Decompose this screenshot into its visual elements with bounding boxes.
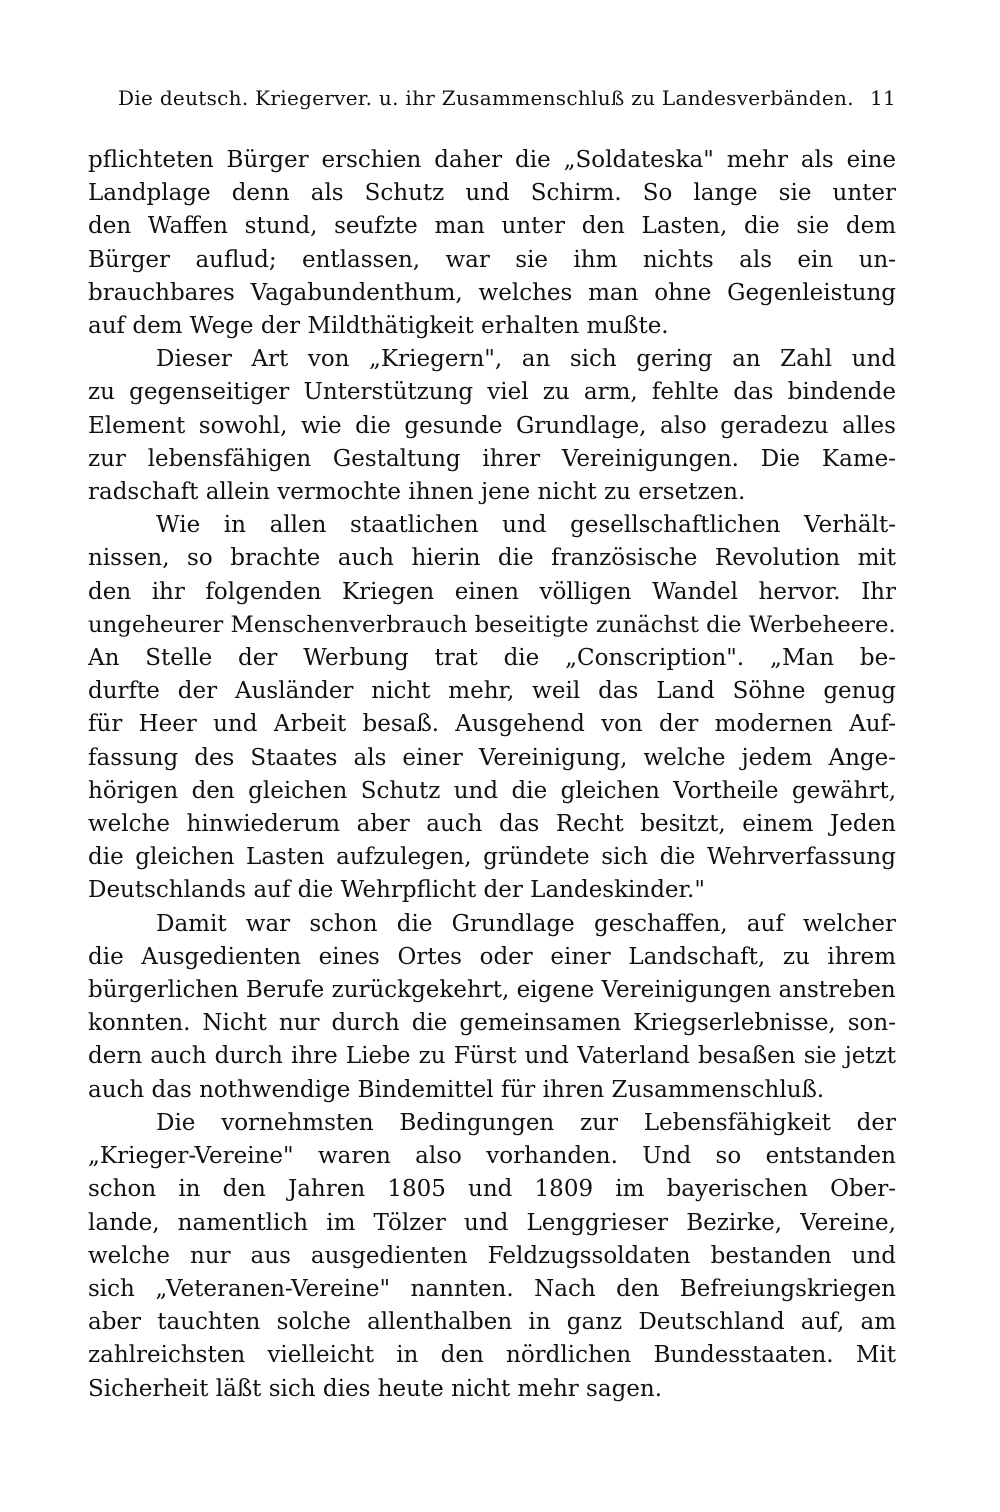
text-line: „Krieger-Vereine" waren also vorhanden. Und so entstanden xyxy=(88,1143,896,1170)
body-text xyxy=(88,144,896,1406)
book-page xyxy=(88,82,896,1406)
text-line: konnten. Nicht nur durch die gemeinsamen Kriegserlebnisse, son- xyxy=(88,1010,896,1037)
text-line: die gleichen Lasten aufzulegen, gründete sich die Wehrverfassung xyxy=(88,844,896,871)
text-line: zu gegenseitiger Unterstützung viel zu arm, fehlte das bindende xyxy=(88,379,896,406)
text-line: Dieser Art von „Kriegern", an sich gering an Zahl und xyxy=(156,346,896,373)
text-line: den ihr folgenden Kriegen einen völligen Wandel hervor. Ihr xyxy=(88,578,896,605)
paragraph xyxy=(88,144,896,343)
text-line: sich „Veteranen-Vereine" nannten. Nach den Befreiungskriegen xyxy=(88,1275,896,1302)
text-line: hörigen den gleichen Schutz und die gleichen Vortheile gewährt, xyxy=(88,777,896,804)
text-line: auf dem Wege der Mildthätigkeit erhalten mußte. xyxy=(88,313,669,340)
text-line: Die vornehmsten Bedingungen zur Lebensfähigkeit der xyxy=(156,1109,896,1136)
paragraph xyxy=(88,1107,896,1406)
text-line: ungeheurer Menschenverbrauch beseitigte zunächst die Werbeheere. xyxy=(88,611,896,638)
text-line: auch das nothwendige Bindemittel für ihren Zusammenschluß. xyxy=(88,1076,825,1103)
text-line: An Stelle der Werbung trat die „Conscription". „Man be- xyxy=(88,645,896,672)
text-line: für Heer und Arbeit besaß. Ausgehend von der modernen Auf- xyxy=(88,711,896,738)
text-line: Damit war schon die Grundlage geschaffen, auf welcher xyxy=(156,910,896,937)
running-title: Die deutsch. Kriegerver. u. ihr Zusammenschluß zu Landesverbänden. xyxy=(118,86,854,110)
text-line: Deutschlands auf die Wehrpflicht der Landeskinder." xyxy=(88,877,705,904)
text-line: die Ausgedienten eines Ortes oder einer Landschaft, zu ihrem xyxy=(88,943,896,970)
paragraph xyxy=(88,343,896,509)
text-line: den Waffen stund, seufzte man unter den Lasten, die sie dem xyxy=(88,213,896,240)
text-line: fassung des Staates als einer Vereinigung, welche jedem Ange- xyxy=(88,744,896,771)
text-line: nissen, so brachte auch hierin die französische Revolution mit xyxy=(88,545,896,572)
text-line: aber tauchten solche allenthalben in ganz Deutschland auf, am xyxy=(88,1309,896,1336)
text-line: pflichteten Bürger erschien daher die „Soldateska" mehr als eine xyxy=(88,147,896,173)
text-line: schon in den Jahren 1805 und 1809 im bayerischen Ober- xyxy=(88,1176,896,1203)
text-line: Element sowohl, wie die gesunde Grundlage, also geradezu alles xyxy=(88,412,896,439)
text-line: bürgerlichen Berufe zurückgekehrt, eigene Vereinigungen anstreben xyxy=(88,977,896,1004)
text-line: Sicherheit läßt sich dies heute nicht mehr sagen. xyxy=(88,1375,663,1402)
text-line: brauchbares Vagabundenthum, welches man ohne Gegenleistung xyxy=(88,279,896,306)
text-line: durfte der Ausländer nicht mehr, weil das Land Söhne genug xyxy=(88,678,896,705)
text-line: Landplage denn als Schutz und Schirm. So lange sie unter xyxy=(88,180,896,207)
text-line: Bürger auflud; entlassen, war sie ihm nichts als ein un- xyxy=(88,246,896,273)
text-line: zur lebensfähigen Gestaltung ihrer Vereinigungen. Die Kame- xyxy=(88,445,896,472)
text-line: welche hinwiederum aber auch das Recht besitzt, einem Jeden xyxy=(88,811,896,838)
page-number: 11 xyxy=(869,86,896,110)
text-line: zahlreichsten vielleicht in den nördlichen Bundesstaaten. Mit xyxy=(88,1342,896,1369)
running-header xyxy=(88,82,896,122)
paragraph xyxy=(88,908,896,1107)
text-line: lande, namentlich im Tölzer und Lenggrieser Bezirke, Vereine, xyxy=(88,1209,896,1236)
text-line: Wie in allen staatlichen und gesellschaftlichen Verhält- xyxy=(156,512,896,539)
text-line: radschaft allein vermochte ihnen jene nicht zu ersetzen. xyxy=(88,479,746,506)
text-line: welche nur aus ausgedienten Feldzugssoldaten bestanden und xyxy=(88,1242,896,1269)
paragraph xyxy=(88,509,896,907)
text-line: dern auch durch ihre Liebe zu Fürst und Vaterland besaßen sie jetzt xyxy=(88,1043,896,1070)
